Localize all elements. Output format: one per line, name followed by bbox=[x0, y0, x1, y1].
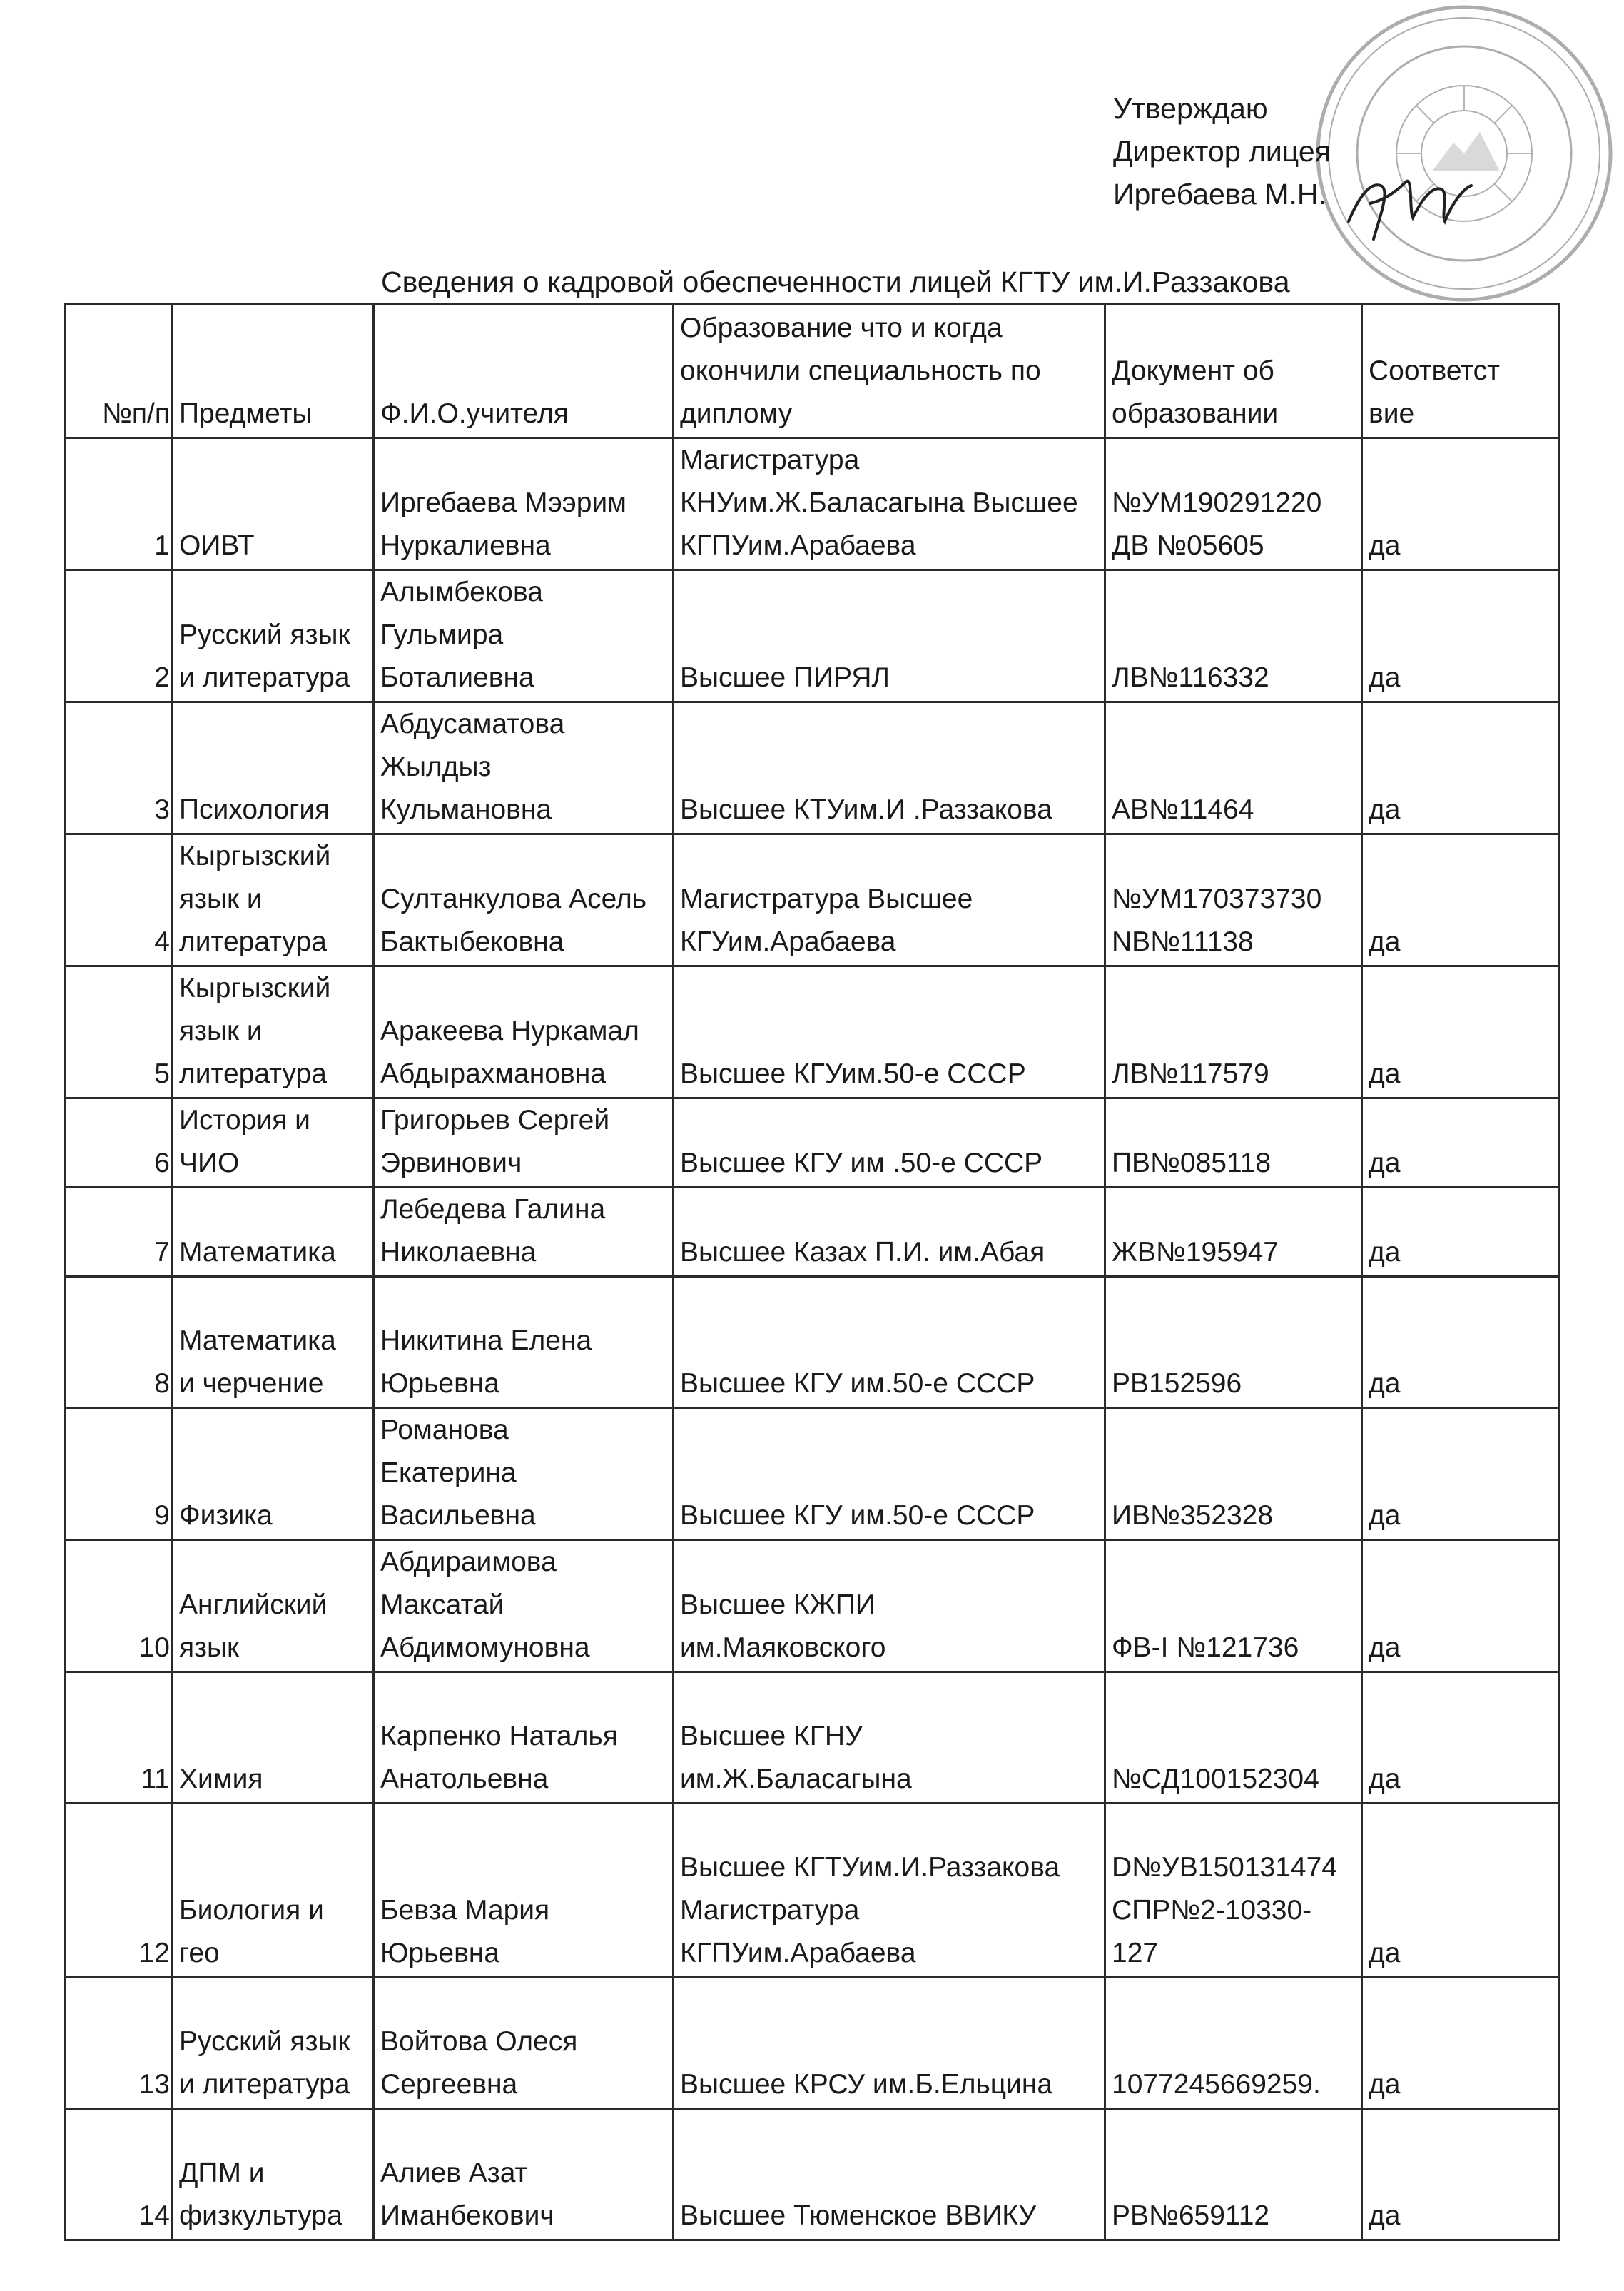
cell-document: D№УВ150131474 СПР№2-10330- 127 bbox=[1105, 1804, 1362, 1978]
cell-education: Высшее КГНУ им.Ж.Баласагына bbox=[674, 1672, 1105, 1804]
cell-subject: Математика и черчение bbox=[173, 1277, 374, 1408]
cell-num: 5 bbox=[66, 966, 173, 1098]
cell-education: Высшее КГУим.50-е СССР bbox=[674, 966, 1105, 1098]
cell-education: Высшее ПИРЯЛ bbox=[674, 570, 1105, 702]
cell-document: РВ152596 bbox=[1105, 1277, 1362, 1408]
table-row bbox=[66, 570, 1560, 702]
header-document: Документ об образовании bbox=[1105, 305, 1362, 438]
cell-subject: Русский язык и литература bbox=[173, 570, 374, 702]
cell-document: ПВ№085118 bbox=[1105, 1098, 1362, 1188]
table-row bbox=[66, 1978, 1560, 2109]
cell-num: 7 bbox=[66, 1188, 173, 1277]
cell-teacher: Войтова Олеся Сергеевна bbox=[374, 1978, 674, 2109]
table-row bbox=[66, 1804, 1560, 1978]
cell-num: 2 bbox=[66, 570, 173, 702]
cell-match: да bbox=[1362, 702, 1560, 834]
cell-subject: Кыргызский язык и литература bbox=[173, 966, 374, 1098]
table-row bbox=[66, 702, 1560, 834]
cell-subject: Английский язык bbox=[173, 1540, 374, 1672]
table-row bbox=[66, 1408, 1560, 1540]
cell-subject: Психология bbox=[173, 702, 374, 834]
document-title: Сведения о кадровой обеспеченности лицей КГТУ им.И.Раззакова bbox=[381, 265, 1290, 298]
cell-num: 3 bbox=[66, 702, 173, 834]
cell-document: ЖВ№195947 bbox=[1105, 1188, 1362, 1277]
cell-match: да bbox=[1362, 1672, 1560, 1804]
cell-match: да bbox=[1362, 570, 1560, 702]
cell-education: Высшее КГУ им .50-е СССР bbox=[674, 1098, 1105, 1188]
cell-match: да bbox=[1362, 1098, 1560, 1188]
cell-num: 6 bbox=[66, 1098, 173, 1188]
cell-subject: Химия bbox=[173, 1672, 374, 1804]
approval-block bbox=[1113, 87, 1331, 216]
cell-document: АВ№11464 bbox=[1105, 702, 1362, 834]
table-row bbox=[66, 2109, 1560, 2240]
cell-teacher: Никитина Елена Юрьевна bbox=[374, 1277, 674, 1408]
cell-subject: Кыргызский язык и литература bbox=[173, 834, 374, 966]
cell-document: №УМ170373730 NB№11138 bbox=[1105, 834, 1362, 966]
cell-document: №УМ190291220 ДВ №05605 bbox=[1105, 438, 1362, 570]
cell-teacher: Григорьев Сергей Эрвинович bbox=[374, 1098, 674, 1188]
director-signature bbox=[1341, 153, 1477, 246]
cell-document: ФВ-I №121736 bbox=[1105, 1540, 1362, 1672]
table-row bbox=[66, 1672, 1560, 1804]
cell-teacher: Абдираимова Максатай Абдимомуновна bbox=[374, 1540, 674, 1672]
cell-teacher: Карпенко Наталья Анатольевна bbox=[374, 1672, 674, 1804]
approval-line-3: Иргебаева М.Н. bbox=[1113, 178, 1326, 211]
table-row bbox=[66, 1540, 1560, 1672]
cell-teacher: Бевза Мария Юрьевна bbox=[374, 1804, 674, 1978]
cell-match: да bbox=[1362, 1804, 1560, 1978]
cell-education: Магистратура КНУим.Ж.Баласагына Высшее КГПУим.Арабаева bbox=[674, 438, 1105, 570]
cell-match: да bbox=[1362, 2109, 1560, 2240]
cell-education: Высшее КЖПИ им.Маяковского bbox=[674, 1540, 1105, 1672]
cell-document: 1077245669259. bbox=[1105, 1978, 1362, 2109]
cell-subject: Физика bbox=[173, 1408, 374, 1540]
cell-document: ИВ№352328 bbox=[1105, 1408, 1362, 1540]
cell-match: да bbox=[1362, 438, 1560, 570]
cell-subject: Биология и гео bbox=[173, 1804, 374, 1978]
cell-education: Магистратура Высшее КГУим.Арабаева bbox=[674, 834, 1105, 966]
cell-match: да bbox=[1362, 1277, 1560, 1408]
table-row bbox=[66, 1277, 1560, 1408]
cell-teacher: Алымбекова Гульмира Боталиевна bbox=[374, 570, 674, 702]
cell-document: ЛВ№116332 bbox=[1105, 570, 1362, 702]
cell-match: да bbox=[1362, 1188, 1560, 1277]
cell-education: Высшее КРСУ им.Б.Ельцина bbox=[674, 1978, 1105, 2109]
header-teacher: Ф.И.О.учителя bbox=[374, 305, 674, 438]
cell-subject: Математика bbox=[173, 1188, 374, 1277]
header-match: Соответст вие bbox=[1362, 305, 1560, 438]
cell-num: 11 bbox=[66, 1672, 173, 1804]
cell-match: да bbox=[1362, 1978, 1560, 2109]
cell-education: Высшее КГУ им.50-е СССР bbox=[674, 1277, 1105, 1408]
cell-education: Высшее Тюменское ВВИКУ bbox=[674, 2109, 1105, 2240]
cell-match: да bbox=[1362, 966, 1560, 1098]
cell-num: 10 bbox=[66, 1540, 173, 1672]
cell-education: Высшее КГТУим.И.Раззакова Магистратура КГПУим.Арабаева bbox=[674, 1804, 1105, 1978]
cell-teacher: Иргебаева Мээрим Нуркалиевна bbox=[374, 438, 674, 570]
cell-document: №СД100152304 bbox=[1105, 1672, 1362, 1804]
cell-teacher: Романова Екатерина Васильевна bbox=[374, 1408, 674, 1540]
table-header-row bbox=[66, 305, 1560, 438]
cell-document: РВ№659112 bbox=[1105, 2109, 1362, 2240]
cell-num: 12 bbox=[66, 1804, 173, 1978]
cell-subject: Русский язык и литература bbox=[173, 1978, 374, 2109]
header-num: №п/п bbox=[66, 305, 173, 438]
cell-num: 14 bbox=[66, 2109, 173, 2240]
cell-education: Высшее КТУим.И .Раззакова bbox=[674, 702, 1105, 834]
cell-education: Высшее Казах П.И. им.Абая bbox=[674, 1188, 1105, 1277]
table-row bbox=[66, 1098, 1560, 1188]
table-row bbox=[66, 966, 1560, 1098]
cell-num: 8 bbox=[66, 1277, 173, 1408]
cell-subject: ДПМ и физкультура bbox=[173, 2109, 374, 2240]
table-row bbox=[66, 834, 1560, 966]
cell-education: Высшее КГУ им.50-е СССР bbox=[674, 1408, 1105, 1540]
staff-table bbox=[64, 303, 1560, 2241]
cell-num: 4 bbox=[66, 834, 173, 966]
cell-match: да bbox=[1362, 1540, 1560, 1672]
cell-match: да bbox=[1362, 1408, 1560, 1540]
table-row bbox=[66, 438, 1560, 570]
cell-teacher: Абдусаматова Жылдыз Кульмановна bbox=[374, 702, 674, 834]
cell-teacher: Султанкулова Асель Бактыбековна bbox=[374, 834, 674, 966]
cell-teacher: Лебедева Галина Николаевна bbox=[374, 1188, 674, 1277]
cell-match: да bbox=[1362, 834, 1560, 966]
approval-line-1: Утверждаю bbox=[1113, 92, 1268, 125]
header-education: Образование что и когда окончили специальность по диплому bbox=[674, 305, 1105, 438]
cell-teacher: Алиев Азат Иманбекович bbox=[374, 2109, 674, 2240]
cell-num: 1 bbox=[66, 438, 173, 570]
header-subject: Предметы bbox=[173, 305, 374, 438]
cell-num: 9 bbox=[66, 1408, 173, 1540]
cell-num: 13 bbox=[66, 1978, 173, 2109]
cell-teacher: Аракеева Нуркамал Абдырахмановна bbox=[374, 966, 674, 1098]
cell-subject: ОИВТ bbox=[173, 438, 374, 570]
cell-document: ЛВ№117579 bbox=[1105, 966, 1362, 1098]
table-row bbox=[66, 1188, 1560, 1277]
approval-line-2: Директор лицея bbox=[1113, 135, 1331, 168]
cell-subject: История и ЧИО bbox=[173, 1098, 374, 1188]
